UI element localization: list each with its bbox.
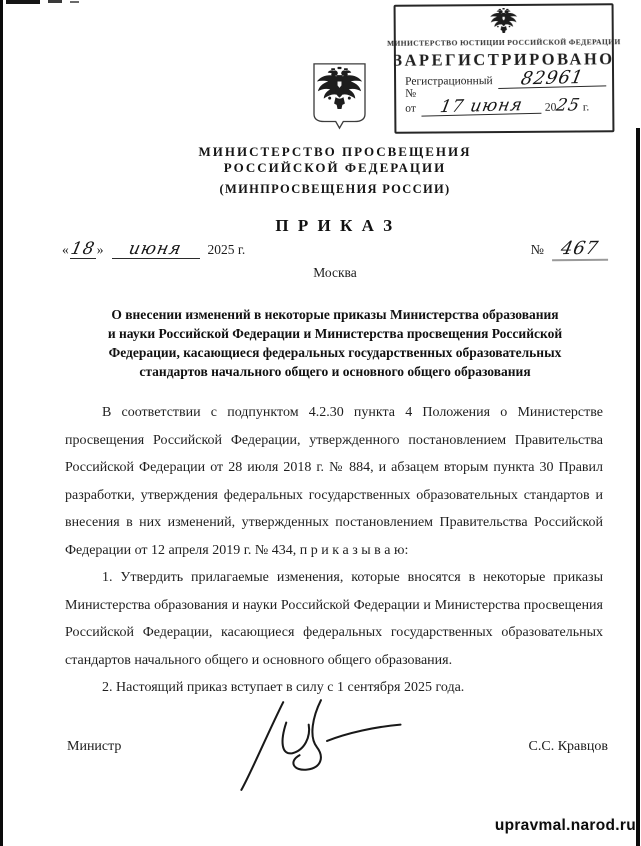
subject-line: и науки Российской Федерации и Министерства просвещения Российской — [107, 326, 563, 341]
month-underline — [112, 239, 200, 259]
scan-noise-artifact — [70, 1, 79, 3]
site-watermark: upravmal.narod.ru — [494, 817, 636, 834]
order-body-text — [65, 399, 603, 702]
justice-ministry-registration-stamp — [386, 3, 621, 134]
order-subject-title — [50, 305, 620, 381]
number-underline — [552, 237, 608, 261]
document-number — [530, 237, 608, 261]
stamp-date-handwritten: 17 июня — [437, 95, 525, 118]
subject-line: Федерации, касающиеся федеральных государственных образовательных — [108, 345, 562, 360]
scan-noise-artifact — [48, 0, 62, 3]
ministry-short-name: (МИНПРОСВЕЩЕНИЯ РОССИИ) — [219, 182, 451, 196]
justice-ministry-eagle-icon — [485, 8, 523, 37]
russia-coat-of-arms-icon — [311, 62, 368, 130]
stamp-date-prefix: от — [405, 102, 416, 115]
issuing-city: Москва — [313, 265, 357, 280]
stamp-reg-number-label: Регистрационный № — [405, 75, 493, 100]
document-header — [50, 144, 620, 236]
stamp-ministry-name: МИНИСТЕРСТВО ЮСТИЦИИ РОССИЙСКОЙ ФЕДЕРАЦИИ — [386, 37, 621, 48]
signature-row — [67, 739, 608, 755]
day-handwritten: 18 — [68, 239, 97, 259]
open-quote: « — [62, 242, 69, 257]
body-paragraph-item1: 1. Утвердить прилагаемые изменения, которые вносятся в некоторые приказы Министерства образования и науки Российской Федерации и Министерства просвещения Российской Федерации, касающиеся федеральных государственных образовательных стандартов начального общего и основного общего образования. — [65, 570, 603, 668]
month-handwritten: июня — [127, 239, 184, 259]
stamp-registered-label: ЗАРЕГИСТРИРОВАНО — [393, 49, 615, 70]
stamp-date-row — [396, 95, 612, 118]
scan-noise-artifact — [6, 0, 40, 4]
body-paragraph-preamble: В соответствии с подпунктом 4.2.30 пункта 4 Положения о Министерстве просвещения Российской Федерации, утвержденного постановлением Правительства Российской Федерации от 28 июля 2018 г. № 884, и абзацем вторым пункта 30 Правил разработки, утверждения федеральных государственных образовательных стандартов и внесения в них изменений, утвержденных постановлением Правительства Российской Федерации от 12 апреля 2019 г. № 434, п р и к а з ы в а ю: — [65, 405, 603, 558]
scan-edge-right — [636, 128, 640, 846]
document-date — [62, 239, 246, 259]
subject-line: О внесении изменений в некоторые приказы Министерства образования — [111, 307, 559, 322]
ministry-name-line2: РОССИЙСКОЙ ФЕДЕРАЦИИ — [223, 160, 447, 175]
stamp-date-suffix: г. — [582, 101, 590, 114]
date-and-number-row — [62, 237, 608, 261]
number-handwritten: 467 — [559, 237, 601, 260]
stamp-reg-number-underline — [497, 66, 605, 90]
signer-role: Министр — [67, 739, 122, 754]
stamp-date-underline — [421, 95, 541, 118]
body-paragraph-item2: 2. Настоящий приказ вступает в силу с 1 сентября 2025 года. — [102, 680, 465, 695]
ministry-name-line1: МИНИСТЕРСТВО ПРОСВЕЩЕНИЯ — [198, 144, 472, 159]
document-type-title: П Р И К А З — [275, 216, 395, 235]
day-underline — [68, 239, 97, 259]
number-sign: № — [530, 243, 544, 258]
stamp-date-year-handwritten: 25 — [554, 95, 583, 116]
signer-name: С.С. Кравцов — [528, 739, 608, 754]
close-quote: » — [96, 242, 104, 257]
subject-line: стандартов начального общего и основного общего образования — [139, 364, 531, 379]
scan-edge-left — [0, 0, 3, 846]
stamp-date-year-printed: 20 — [544, 101, 557, 114]
stamp-reg-number-value: 82961 — [518, 66, 585, 90]
year-printed: 2025 г. — [207, 242, 246, 257]
